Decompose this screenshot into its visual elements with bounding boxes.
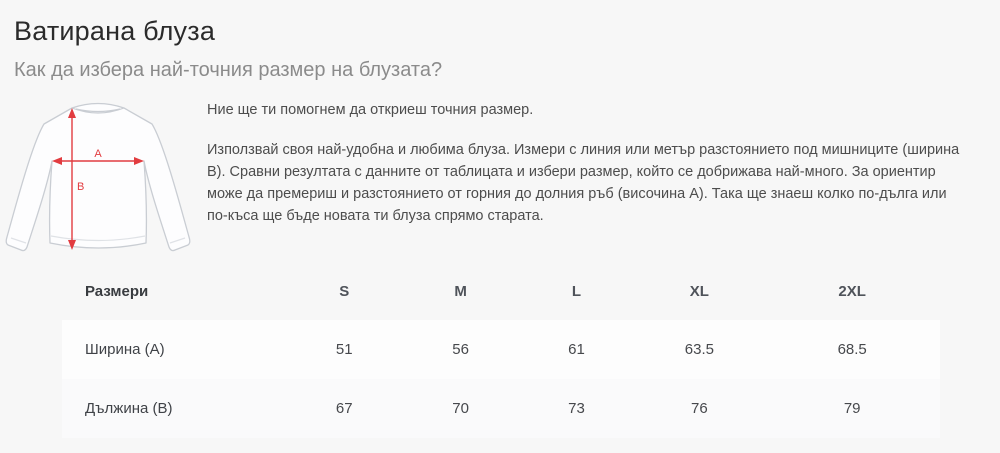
length-value-m: 70	[452, 400, 469, 417]
size-table-header-xl: XL	[689, 282, 709, 300]
shirt-measurement-diagram	[3, 97, 198, 265]
page-subtitle: Как да избера най-точния размер на блузата?	[14, 59, 443, 81]
size-table-header-sizes: Размери	[85, 282, 149, 300]
width-value-xl: 63.5	[684, 341, 714, 358]
size-table-header-2xl: 2XL	[838, 282, 866, 300]
shirt-outline-icon	[6, 104, 190, 251]
size-table-header-s: S	[339, 282, 350, 300]
row-label-length: Дължина (В)	[85, 400, 173, 417]
width-value-s: 51	[335, 341, 353, 358]
intro-paragraph-1: Ние ще ти помогнем да откриеш точния размер.	[207, 102, 534, 118]
size-table	[62, 262, 940, 438]
width-value-l: 61	[568, 341, 585, 358]
length-arrow-label: B	[77, 181, 85, 193]
length-value-s: 67	[335, 400, 353, 417]
length-value-xl: 76	[691, 400, 708, 417]
intro-paragraph-2: Използвай своя най-удобна и любима блуза. Измери с линия или метър разстоянието под мишниците (ширина В). Сравни резултата с данните от таблицата и избери размер, който се добрижава най-много. За ориентир може да премериш и разстоянието от горния до долния ръб (височина А). Така ще знаеш колко по-дълга или по-къса ще бъде новата ти блуза спрямо старата.	[207, 142, 960, 224]
intro-text	[207, 99, 969, 227]
table-row-length	[62, 379, 940, 438]
width-value-2xl: 68.5	[837, 341, 867, 358]
table-row-width	[62, 320, 940, 379]
length-value-2xl: 79	[843, 400, 861, 417]
size-table-header-row	[62, 262, 940, 320]
width-value-m: 56	[452, 341, 469, 358]
length-value-l: 73	[568, 400, 585, 417]
row-label-width: Ширина (А)	[85, 341, 165, 358]
page-title: Ватирана блуза	[14, 16, 216, 46]
width-arrow-label: A	[94, 148, 102, 160]
size-table-header-m: M	[454, 282, 467, 300]
size-table-header-l: L	[571, 282, 582, 300]
